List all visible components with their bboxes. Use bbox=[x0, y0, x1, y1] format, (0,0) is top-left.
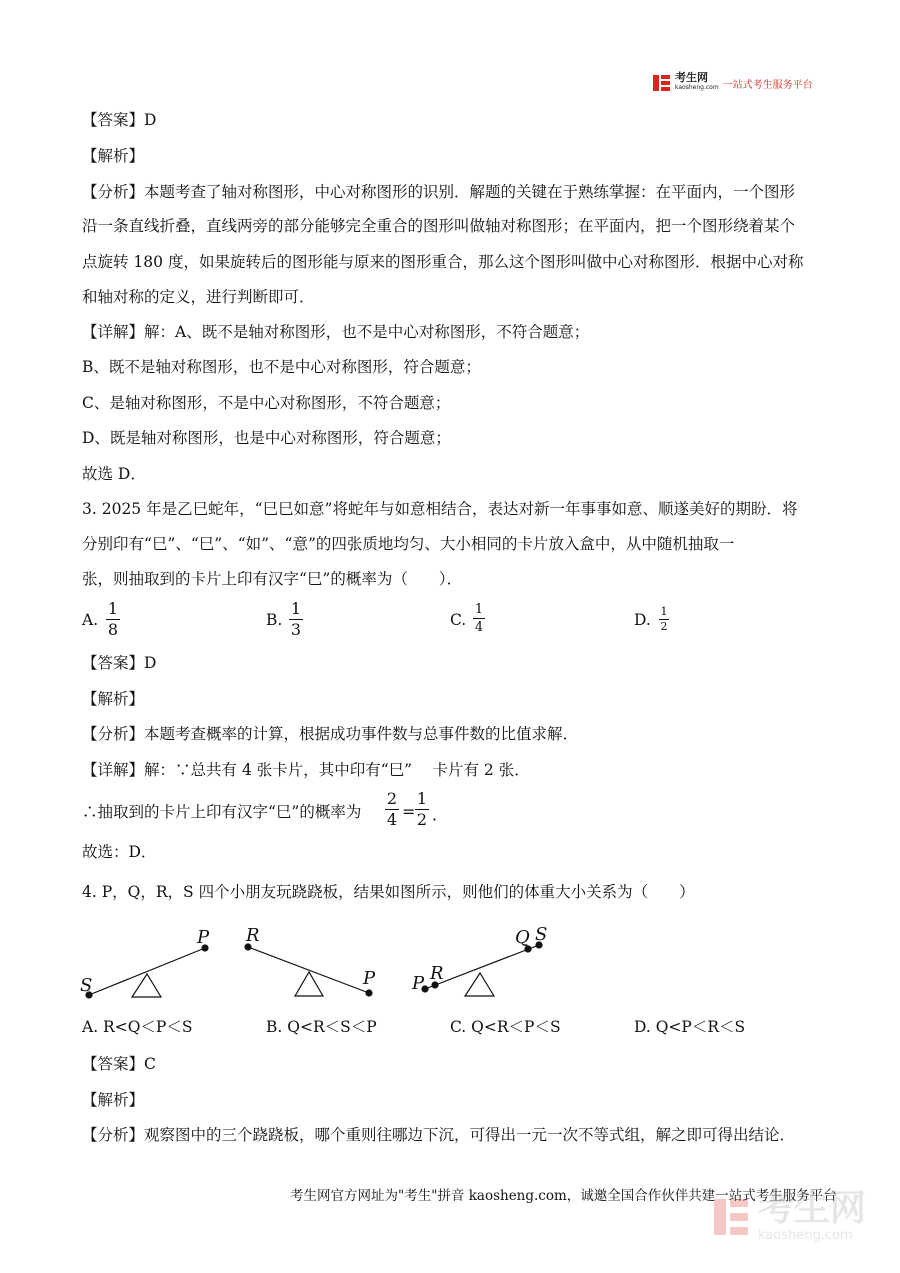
q2-conclusion: 故选 D． bbox=[82, 465, 146, 483]
seesaw-2-fulcrum bbox=[295, 972, 323, 996]
q2-jiexi: 【解析】 bbox=[82, 147, 145, 165]
q3-option-d-label: D. bbox=[634, 611, 651, 629]
q3-answer: 【答案】D bbox=[82, 654, 157, 672]
q3-option-d-fraction: 1 2 bbox=[660, 605, 668, 633]
watermark-text: 考生网 bbox=[758, 1188, 867, 1229]
q3-eq-end: ． bbox=[432, 805, 449, 824]
q3-eq-fraction-2: 1 2 bbox=[416, 789, 428, 829]
q4-option-a: A. R<Q＜P＜S bbox=[82, 1018, 193, 1036]
q3-xiangjie: 【详解】解：∵总共有 4 张卡片，其中印有“巳” 卡片有 2 张． bbox=[82, 761, 530, 779]
seesaw-1-board bbox=[89, 948, 205, 995]
seesaw-1-right-label: P bbox=[197, 927, 210, 948]
q3-therefore: ∴抽取到的卡片上印有汉字“巳”的概率为 bbox=[82, 803, 362, 821]
q2-option-d: D、既是轴对称图形，也是中心对称图形，符合题意； bbox=[82, 429, 451, 447]
q2-fenxi-l3: 点旋转 180 度，如果旋转后的图形能与原来的图形重合，那么这个图形叫做中心对称图形．根据中心对称 bbox=[82, 253, 804, 271]
q4-option-c: C. Q<R＜P＜S bbox=[450, 1018, 561, 1036]
q3-option-a-label: A. bbox=[82, 611, 99, 629]
q3-eq-sign: = bbox=[402, 802, 416, 821]
seesaw-3-fulcrum bbox=[465, 973, 494, 996]
q4-option-b: B. Q<R＜S＜P bbox=[266, 1018, 377, 1036]
seesaw-2-board bbox=[248, 947, 369, 993]
seesaw-2-left-label: R bbox=[246, 925, 260, 946]
q4-answer: 【答案】C bbox=[82, 1055, 156, 1073]
seesaw-3-right-label-2: S bbox=[535, 924, 548, 945]
seesaw-2-right-dot bbox=[366, 990, 372, 996]
footer-text: 考生网官方网址为"考生"拼音 kaosheng.com，诚邀全国合作伙伴共建一站式考生服务平台 bbox=[290, 1188, 837, 1204]
q2-option-c: C、是轴对称图形，不是中心对称图形，不符合题意； bbox=[82, 394, 451, 412]
q3-conclusion: 故选：D． bbox=[82, 843, 157, 861]
q3-option-b-fraction: 1 3 bbox=[290, 599, 302, 639]
q3-jiexi: 【解析】 bbox=[82, 690, 145, 708]
seesaw-3-left-label-2: R bbox=[430, 963, 444, 984]
q2-option-b: B、既不是轴对称图形，也不是中心对称图形，符合题意； bbox=[82, 358, 481, 376]
watermark-logo-icon bbox=[712, 1195, 752, 1239]
q2-xiangjie: 【详解】解：A、既不是轴对称图形，也不是中心对称图形，不符合题意； bbox=[82, 323, 590, 341]
q3-stem-l3: 张，则抽取到的卡片上印有汉字“巳”的概率为（ ）． bbox=[82, 570, 463, 588]
q4-jiexi: 【解析】 bbox=[82, 1091, 145, 1109]
logo-icon bbox=[652, 73, 672, 93]
footer-watermark bbox=[712, 1190, 866, 1243]
q3-fenxi: 【分析】本题考查概率的计算，根据成功事件数与总事件数的比值求解． bbox=[82, 725, 579, 743]
logo-text: 考生网 bbox=[675, 71, 708, 84]
header-logo bbox=[652, 72, 813, 94]
seesaw-1-left-label: S bbox=[80, 975, 93, 996]
seesaw-1-fulcrum bbox=[132, 974, 161, 997]
q4-fenxi: 【分析】观察图中的三个跷跷板，哪个重则往哪边下沉，可得出一元一次不等式组，解之即可得出结论． bbox=[82, 1126, 796, 1144]
q4-stem: 4. P，Q，R，S 四个小朋友玩跷跷板，结果如图所示，则他们的体重大小关系为（ ） bbox=[82, 883, 695, 901]
q2-fenxi-l1: 【分析】本题考查了轴对称图形，中心对称图形的识别．解题的关键在于熟练掌握：在平面内，一个图形 bbox=[82, 183, 796, 201]
q3-stem-l2: 分别印有“巳”、“巳”、“如”、“意”的四张质地均匀、大小相同的卡片放入盒中，从中随机抽取一 bbox=[82, 535, 735, 553]
seesaw-3-left-label-1: P bbox=[412, 973, 425, 994]
logo-sub: kaosheng.com bbox=[675, 84, 719, 91]
seesaw-3-right-label-1: Q bbox=[515, 927, 530, 948]
q3-option-a-fraction: 1 8 bbox=[107, 599, 119, 639]
header-slogan: 一站式考生服务平台 bbox=[722, 79, 813, 91]
q2-answer: 【答案】D bbox=[82, 111, 157, 129]
watermark-sub: kaosheng.com bbox=[758, 1228, 853, 1243]
q3-option-c-fraction: 1 4 bbox=[474, 602, 484, 635]
q4-option-d: D. Q<P＜R＜S bbox=[634, 1018, 746, 1036]
q2-fenxi-l2: 沿一条直线折叠，直线两旁的部分能够完全重合的图形叫做轴对称图形；在平面内，把一个图形绕着某个 bbox=[82, 217, 796, 235]
q3-stem-l1: 3. 2025 年是乙巳蛇年，“巳巳如意”将蛇年与如意相结合，表达对新一年事事如意、顺遂美好的期盼．将 bbox=[82, 500, 798, 518]
q3-option-c-label: C. bbox=[450, 611, 467, 629]
seesaw-2-right-label: P bbox=[363, 968, 376, 989]
q3-eq-fraction-1: 2 4 bbox=[386, 789, 398, 829]
q3-option-b-label: B. bbox=[266, 611, 283, 629]
seesaw-figure bbox=[70, 915, 570, 1010]
q2-fenxi-l4: 和轴对称的定义，进行判断即可． bbox=[82, 288, 315, 306]
